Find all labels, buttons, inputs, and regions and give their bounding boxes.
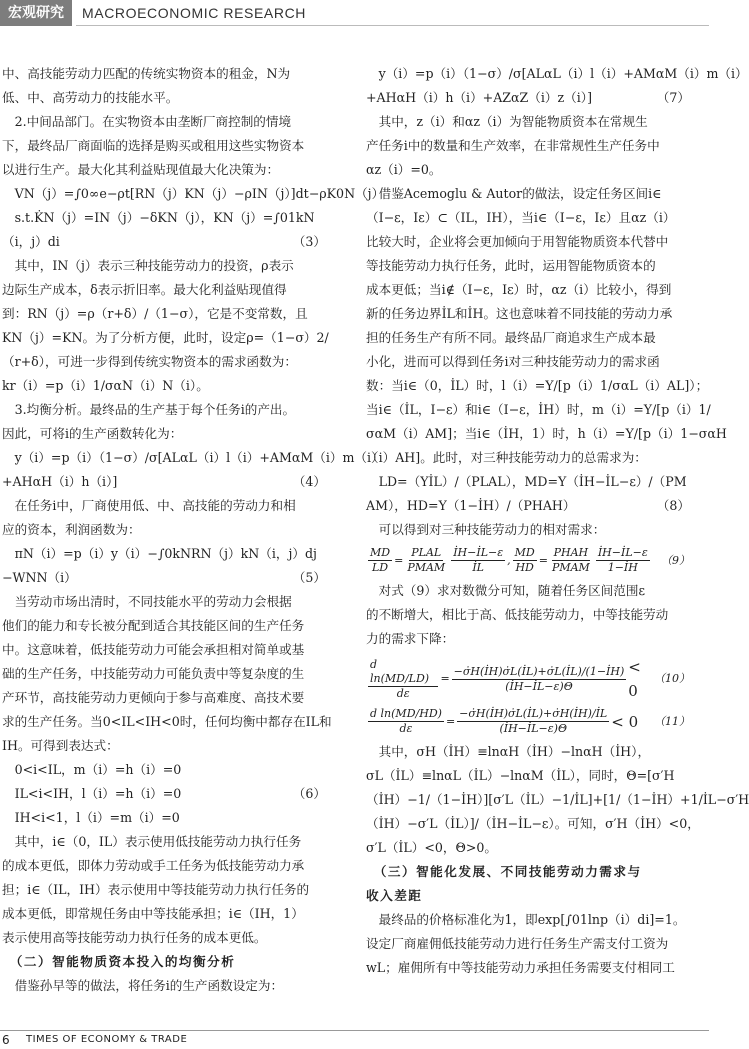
- text-line: 低、中、高劳动力的技能水平。: [2, 90, 179, 105]
- text-line: 设定厂商雇佣低技能劳动力进行任务生产需支付工资为: [366, 936, 669, 951]
- text-line: 其中，z（i）和αz（i）为智能物质资本在常规生: [366, 114, 648, 129]
- equation-line: s.t.K̇N（j）=IN（j）−δKN（j），KN（j）=∫01kN: [2, 210, 315, 225]
- inequality: < 0: [628, 658, 641, 700]
- right-column: [366, 62, 749, 980]
- text-line: 的成本更低，即体力劳动或手工任务为低技能劳动力承: [2, 858, 305, 873]
- section-heading: （三）智能化发展、不同技能劳动力需求与: [366, 864, 642, 879]
- page-footer: [0, 1030, 709, 1049]
- text-line: 其中，IN（j）表示三种技能劳动力的投资，ρ表示: [2, 258, 294, 273]
- numerator: −σ̇H(İH)σ̇L(İL)+σ̇H(İH)/İL: [459, 707, 608, 720]
- equation-line-numbered: [2, 782, 342, 806]
- equation-9: [366, 546, 706, 575]
- denominator: 1−İH: [607, 561, 638, 574]
- text-line: （İH）−σ′L（İL）]/（İH−İL−ε）。可知，σ′H（İH）<0，: [366, 816, 700, 831]
- text-line: σ′L（İL）<0，Θ>0。: [366, 840, 497, 855]
- equation-tag: （4）: [292, 474, 326, 489]
- text-line: 其中，σH（İH）≡lnαH（İH）−lnαH（İH），: [366, 744, 651, 759]
- fraction: [368, 546, 392, 575]
- numerator: −σ̇H(İH)σ̇L(İL)+σ̇L(İL)/(1−İH): [453, 664, 625, 678]
- text-line: （r+δ），可进一步得到传统实物资本的需求函数为：: [2, 354, 297, 369]
- text-line: 担的任务生产有所不同。最终品厂商追求生产成本最: [366, 330, 656, 345]
- text-line: σL（İL）≡lnαL（İL）−lnαM（İL），同时，Θ=[σ′H: [366, 768, 675, 783]
- fraction: [368, 658, 438, 701]
- section-heading: 收入差距: [366, 888, 423, 903]
- fraction: [405, 546, 447, 575]
- text-line: 到：RN（j）=ρ（r+δ）/（1−σ），它是不变常数，且: [2, 306, 308, 321]
- numerator: MD: [514, 546, 535, 559]
- text-line: 下，最终品厂商面临的选择是购买或租用这些实物资本: [2, 138, 305, 153]
- equation-tag: （6）: [292, 786, 326, 801]
- text-line: 以进行生产。最大化其利益贴现值最大化决策为：: [2, 162, 280, 177]
- text-line: 的不断增大，相比于高、低技能劳动力，中等技能劳动: [366, 607, 669, 622]
- denominator: (İH−İL−ε)Θ: [499, 722, 567, 735]
- text-line: 中。这意味着，低技能劳动力可能会承担相对简单或基: [2, 642, 305, 657]
- equation-line: VN（j）=∫0∞e−ρt[RN（j）KN（j）−ρIN（j）]dt−ρK0N（j）: [2, 186, 385, 201]
- equation-text: +AHαH（i）h（i）+AZαZ（i）z（i）]: [366, 90, 592, 105]
- text-line: （i）AH]。此时，对三种技能劳动力的总需求为：: [366, 450, 647, 465]
- text-line: 因此，可将i的生产函数转化为：: [2, 426, 183, 441]
- equation-9-body: $\frac{MD}{LD}$ = $\frac{\text{PLAL}}{\text{PMAM}}$ $\frac{İH-İL-\varepsilon}{İL}$ , $\frac{MD}{HD}$ = $\frac{\text{PHAH}}{\text{PMAM}}$ $\frac{İH-İL-\varepsilon}{1-İH}$: [370, 546, 648, 574]
- denominator: PMAM: [407, 561, 446, 574]
- inequality: < 0: [611, 712, 639, 731]
- denominator: dε: [396, 686, 410, 700]
- denominator: dε: [399, 722, 413, 735]
- equation-text: +AHαH（i）h（i）]: [2, 474, 118, 489]
- text-line: （İH）−1/（1−İH）][σ′L（İL）−1/İL]+[1/（1−İH）+1/İL−σ′H: [366, 792, 749, 807]
- text-line: 借鉴Acemoglu & Autor的做法，设定任务区间i∈: [366, 186, 662, 201]
- equation-line: 0<i<IL，m（i）=h（i）=0: [2, 762, 182, 777]
- text-line: αz（i）=0。: [366, 162, 442, 177]
- text-line: 借鉴孙早等的做法，将任务i的生产函数设定为：: [2, 978, 284, 993]
- numerator: MD: [370, 546, 391, 559]
- equation-10-body: $\frac{\text{d ln(MD/LD)}}{d\varepsilon}$ = $\frac{-\sigmȧH(İH)\sigmȧL(İL)+\sigmȧL(İL)/(1-İH)}{(İH-İL-\varepsilon)\Theta}$ < 0: [366, 655, 654, 703]
- equation-line: LD=（YİL）/（PLAL），MD=Y（İH−İL−ε）/（PM: [366, 474, 687, 489]
- equation-line-numbered: [2, 566, 342, 590]
- page-number: 6: [2, 1033, 10, 1047]
- text-line: kr（i）=p（i）1/σαN（i）N（i）。: [2, 378, 209, 393]
- text-line: 力的需求下降：: [366, 631, 455, 646]
- denominator: HD: [515, 561, 534, 574]
- text-line: 对式（9）求对数微分可知，随着任务区间范围ε: [366, 583, 646, 598]
- numerator: d ln(MD/LD): [368, 658, 438, 687]
- text-line: 求的生产任务。当0<IL<IH<0时，任何均衡中都存在IL和: [2, 714, 332, 729]
- text-line: 其中，i∈（0，IL）表示使用低技能劳动力执行任务: [2, 834, 302, 849]
- denominator: (İH−İL−ε)Θ: [505, 679, 573, 693]
- equation-tag: （10）: [654, 672, 690, 685]
- text-line: 础的生产任务，中技能劳动力可能负责中等复杂度的生: [2, 666, 305, 681]
- equation-text: IL<i<IH，l（i）=h（i）=0: [2, 786, 182, 801]
- text-line: 产环节，高技能劳动力更倾向于参与高难度、高技术要: [2, 690, 305, 705]
- equation-text: AM），HD=Y（1−İH）/（PHAH）: [366, 498, 576, 513]
- text-line: 成本更低，即常规任务由中等技能承担；i∈（IH，1）: [2, 906, 304, 921]
- text-line: 等技能劳动力执行任务，此时，运用智能物质资本的: [366, 258, 656, 273]
- equation-tag: （3）: [292, 234, 326, 249]
- section-label: 宏观研究: [0, 0, 72, 26]
- numerator: İH−İL−ε: [453, 546, 504, 559]
- equation-line-numbered: [366, 494, 706, 518]
- denominator: PMAM: [551, 561, 590, 574]
- text-line: wL；雇佣所有中等技能劳动力承担任务需要支付相同工: [366, 960, 675, 975]
- text-line: 在任务i中，厂商使用低、中、高技能的劳动力和相: [2, 498, 296, 513]
- equation-line: y（i）=p（i）（1−σ）/σ[ALαL（i）l（i）+AMαM（i）m（i）: [2, 450, 384, 465]
- text-line: 当i∈（İL，I−ε）和i∈（I−ε，İH）时，m（i）=Y/[p（i）1/: [366, 402, 711, 417]
- numerator: İH−İL−ε: [597, 546, 648, 559]
- fraction: [550, 546, 592, 575]
- text-line: 当劳动市场出清时，不同技能水平的劳动力会根据: [2, 594, 292, 609]
- numerator: PHAH: [553, 546, 589, 559]
- text-line: 小化，进而可以得到任务i对三种技能劳动力的需求函: [366, 354, 660, 369]
- equation-line: πN（i）=p（i）y（i）−∫0kNRN（j）kN（i，j）dj: [2, 546, 317, 561]
- text-line: 边际生产成本，δ表示折旧率。最大化利益贴现值得: [2, 282, 287, 297]
- denominator: İL: [472, 561, 484, 574]
- fraction: [368, 707, 444, 736]
- text-line: 成本更低；当i∉（I−ε，Iε）时，αz（i）比较小，得到: [366, 282, 672, 297]
- text-line: 3.均衡分析。最终品的生产基于每个任务i的产出。: [2, 402, 296, 417]
- text-line: 比较大时，企业将会更加倾向于用智能物质资本代替中: [366, 234, 669, 249]
- numerator: PLAL: [411, 546, 442, 559]
- text-line: 应的资本，利润函数为：: [2, 522, 141, 537]
- fraction: [452, 665, 627, 694]
- page-header: [0, 0, 709, 26]
- equation-text: −WNN（i）: [2, 570, 77, 585]
- section-heading: （二）智能物质资本投入的均衡分析: [2, 954, 236, 969]
- text-line: 产任务i中的数量和生产效率，在非常规性生产任务中: [366, 138, 660, 153]
- journal-band: MACROECONOMIC RESEARCH: [76, 0, 709, 26]
- equation-line: IH<i<1，l（i）=m（i）=0: [2, 810, 180, 825]
- journal-name: TIMES OF ECONOMY & TRADE: [26, 1034, 188, 1045]
- text-line: 他们的能力和专长被分配到适合其技能区间的生产任务: [2, 618, 305, 633]
- equation-tag: （7）: [656, 90, 690, 105]
- equation-11: [366, 707, 706, 736]
- text-line: 数：当i∈（0，İL）时，l（i）=Y/[p（i）1/σαL（i）AL]）；: [366, 378, 709, 393]
- text-line: 新的任务边界İL和İH。这也意味着不同技能的劳动力承: [366, 306, 673, 321]
- numerator: d ln(MD/HD): [370, 707, 442, 720]
- text-line: KN（j）=KN。为了分析方便，此时，设定ρ=（1−σ）2/: [2, 330, 329, 345]
- text-line: 中、高技能劳动力匹配的传统实物资本的租金，N为: [2, 66, 291, 81]
- equation-line: y（i）=p（i）（1−σ）/σ[ALαL（i）l（i）+AMαM（i）m（i）: [366, 66, 748, 81]
- equation-tag: （11）: [654, 714, 690, 728]
- fraction: [451, 546, 505, 575]
- fraction: [513, 546, 537, 575]
- text-line: 担；i∈（IL，IH）表示使用中等技能劳动力执行任务的: [2, 882, 310, 897]
- text-line: 最终品的价格标准化为1，即exp[∫01lnp（i）di]=1。: [366, 912, 686, 927]
- fraction: [596, 546, 650, 575]
- equation-tag: （8）: [656, 498, 690, 513]
- equation-tag: （9）: [661, 553, 690, 567]
- text-line: 表示使用高等技能劳动力执行任务的成本更低。: [2, 930, 267, 945]
- equation-line-numbered: [2, 230, 342, 254]
- denominator: LD: [371, 561, 389, 574]
- equation-tag: （5）: [292, 570, 326, 585]
- text-line: 2.中间品部门。在实物资本由垄断厂商控制的情境: [2, 114, 292, 129]
- text-line: 可以得到对三种技能劳动力的相对需求：: [366, 522, 606, 537]
- equation-11-body: $\frac{\text{d ln(MD/HD)}}{d\varepsilon}$ = $\frac{-\sigmȧH(İH)\sigmȧL(İL)+\sigmȧH(İH)/İL}{(İH-İL-\varepsilon)\Theta}$ < 0: [370, 707, 639, 735]
- text-line: σαM（i）AM]；当i∈（İH，1）时，h（i）=Y/[p（i）1−σαH: [366, 426, 727, 441]
- equation-10: [366, 655, 706, 703]
- equation-text: （i，j）di: [2, 234, 60, 249]
- text-line: IH。可得到表达式：: [2, 738, 119, 753]
- equation-line-numbered: [2, 470, 342, 494]
- equation-line-numbered: [366, 86, 706, 110]
- text-line: （I−ε，Iε）⊂（IL，IH），当i∈（I−ε，Iε）且αz（i）: [366, 210, 676, 225]
- fraction: [457, 707, 609, 736]
